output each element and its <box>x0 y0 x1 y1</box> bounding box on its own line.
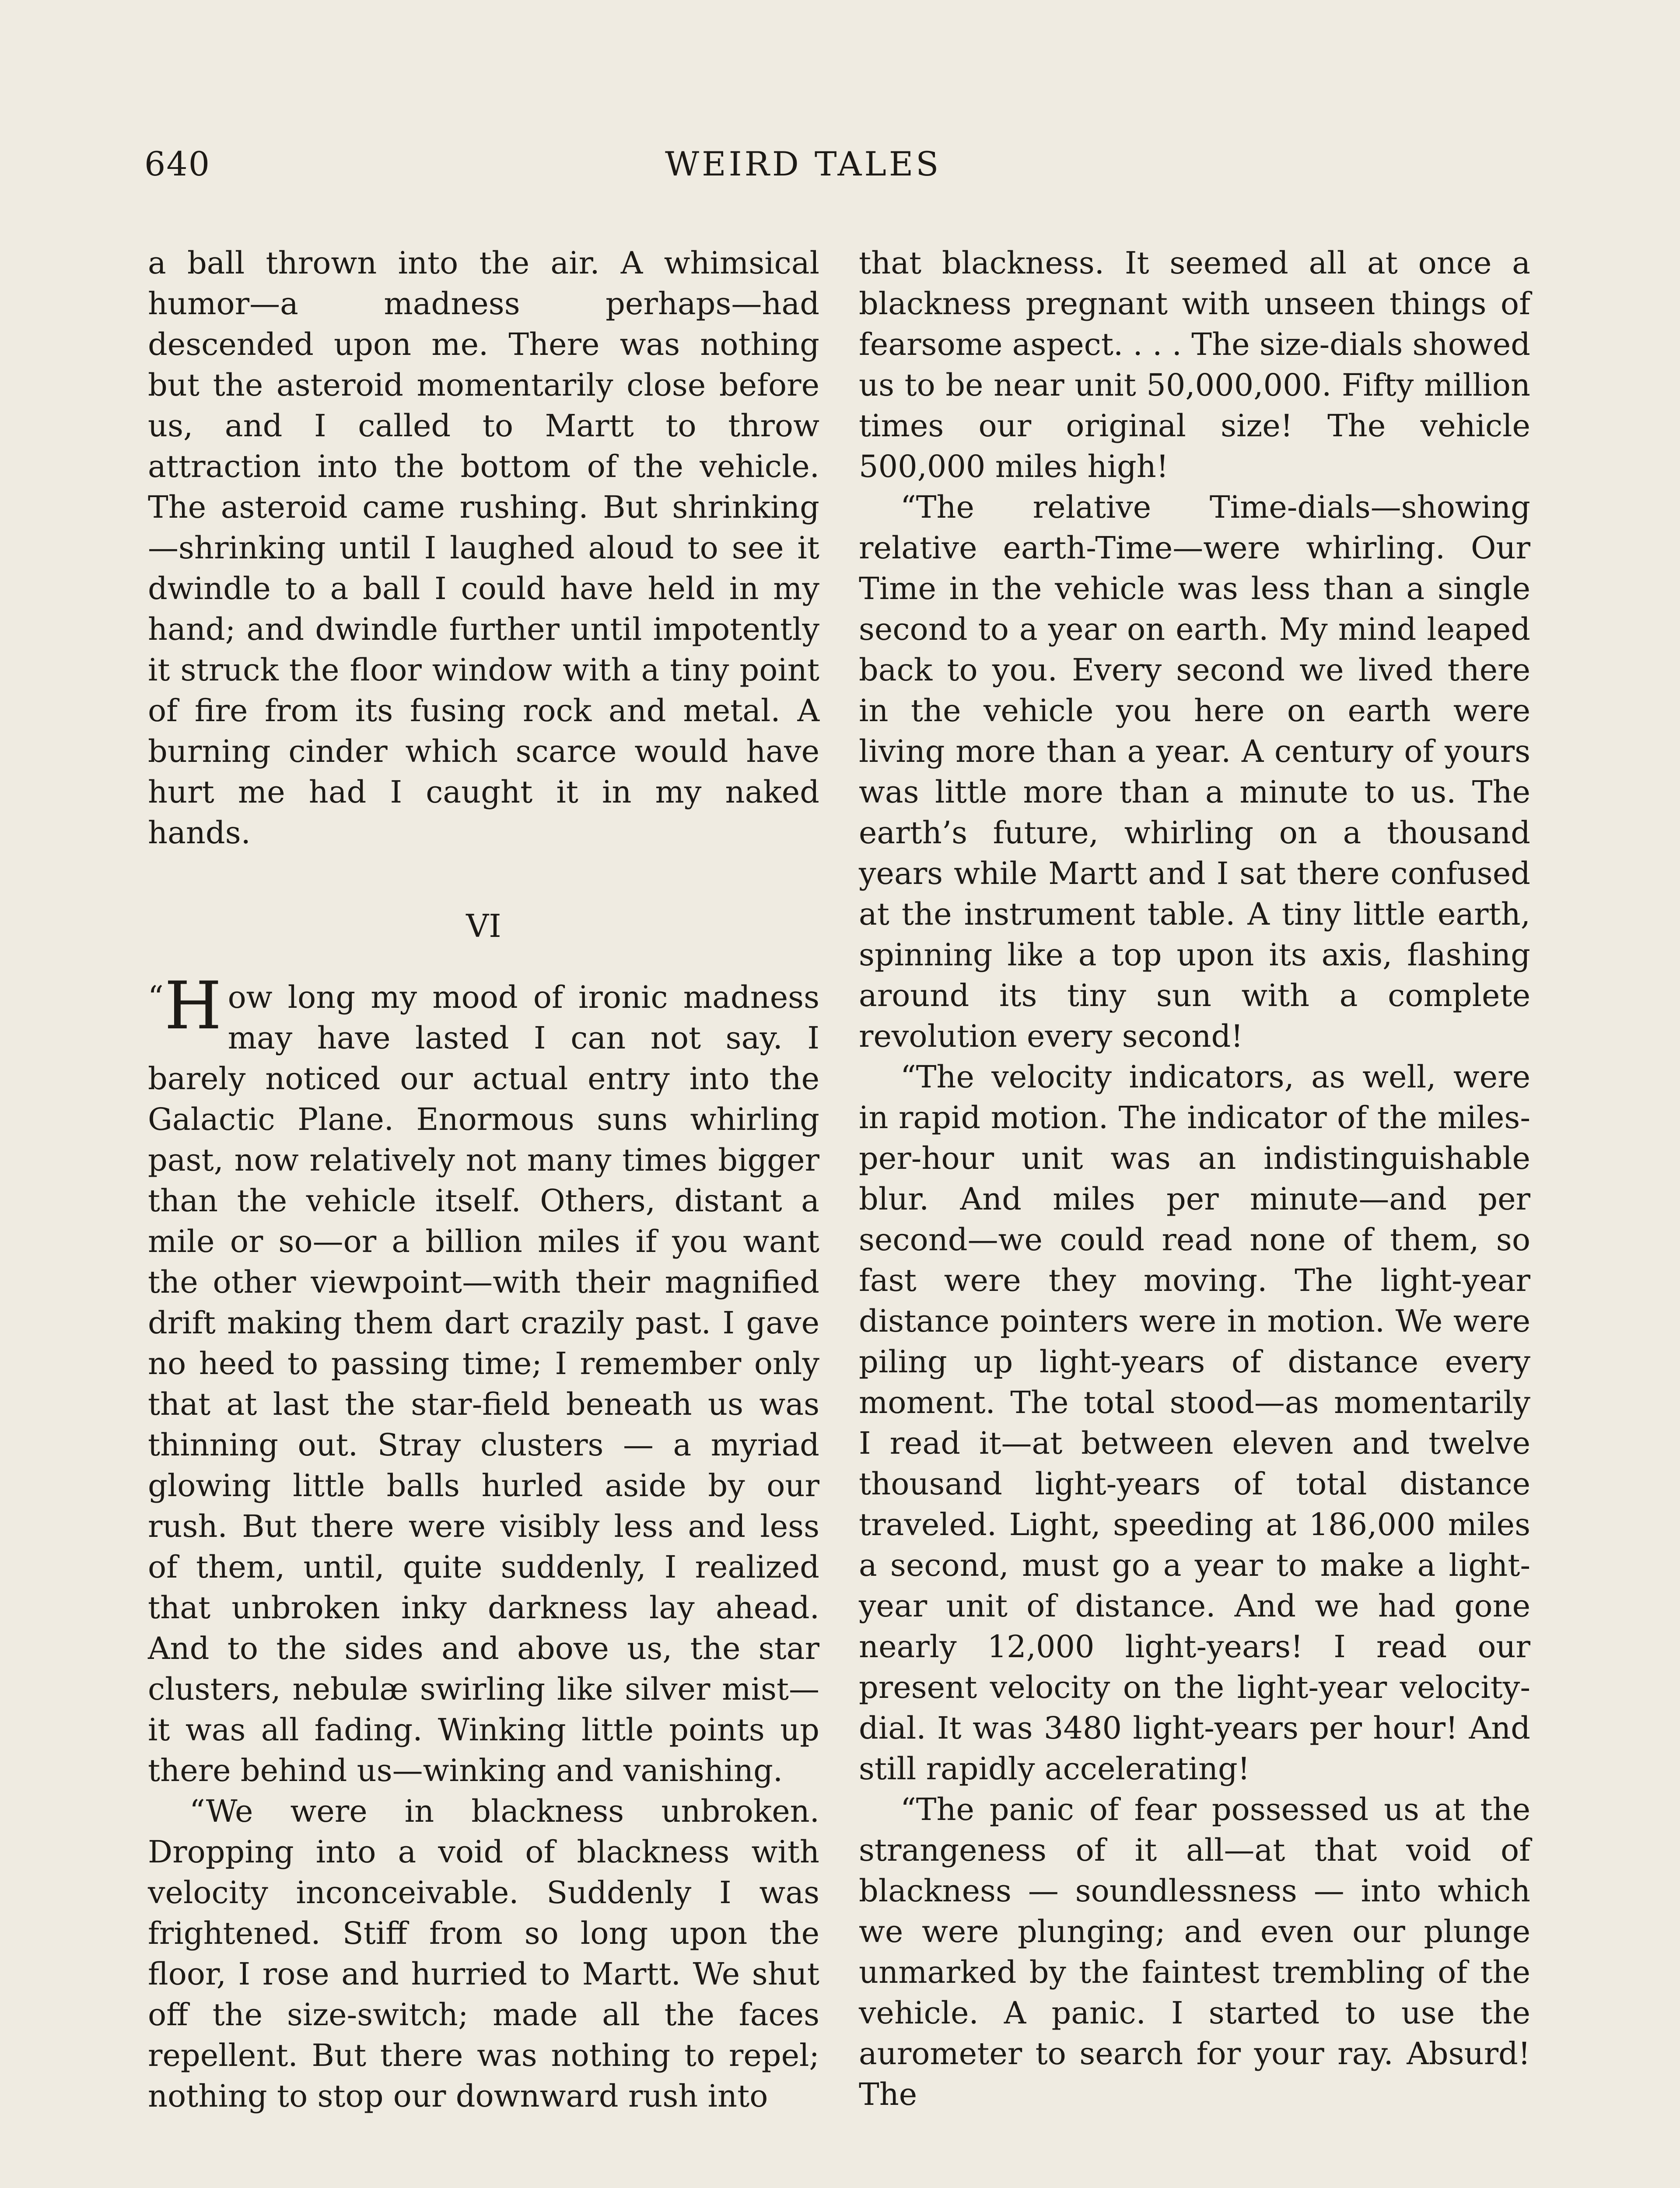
page-number: 640 <box>144 144 211 183</box>
opening-quote-mark: “ <box>148 979 164 1015</box>
paragraph-continuation: that blackness. It seemed all at once a blackness pregnant with unseen things of fearsome aspect. . . . The size-dials showed us to be near unit 50,000,000. Fifty million times our original size! The vehicle 500,000 miles high! <box>859 245 1530 484</box>
paragraph-continuation: a ball thrown into the air. A whimsical humor—a madness perhaps—had descended upon me. There was nothing but the asteroid momentarily close before us, and I called to Martt to throw attraction into the bottom of the vehicle. The asteroid came rushing. But shrinking—shrinking until I laughed aloud to see it dwindle to a ball I could have held in my hand; and dwindle further until impotently it struck the floor window with a tiny point of fire from its fusing rock and metal. A burning cinder which scarce would have hurt me had I caught it in my naked hands. <box>148 245 819 851</box>
running-title: WEIRD TALES <box>665 144 942 183</box>
page-header <box>0 144 1680 193</box>
paragraph: “The velocity indicators, as well, were in rapid motion. The indicator of the miles-per-hour unit was an indistinguishable blur. And miles per minute—and per second—we could read none of them, so fast were they moving. The light-year distance pointers were in motion. We were piling up light-years of distance every moment. The total stood—as momentarily I read it—at between eleven and twelve thousand light-years of total distance traveled. Light, speeding at 186,000 miles a second, must go a year to make a light-year unit of distance. And we had gone nearly 12,000 light-years! I read our present velocity on the light-year velocity-dial. It was 3480 light-years per hour! And still rapidly accelerating! <box>859 1059 1530 1787</box>
section-heading: VI <box>466 908 501 944</box>
left-column <box>148 243 819 2117</box>
paragraph: “The panic of fear possessed us at the strangeness of it all—at that void of blackness — soundlessness — into which we were plunging; and even our plunge unmarked by the faintest trembling of the vehicle. A panic. I started to use the aurometer to search for your ray. Absurd! The <box>859 1792 1530 2112</box>
paragraph: “The relative Time-dials—showing relative earth-Time—were whirling. Our Time in the vehicle was less than a single second to a year on earth. My mind leaped back to you. Every second we lived there in the vehicle you here on earth were living more than a year. A century of yours was little more than a minute to us. The earth’s future, whirling on a thousand years while Martt and I sat there confused at the instrument table. A tiny little earth, spinning like a top upon its axis, flashing around its tiny sun with a complete revolution every second! <box>859 489 1530 1054</box>
paragraph: “We were in blackness unbroken. Dropping into a void of blackness with velocity inconceivable. Suddenly I was frightened. Stiff from so long upon the floor, I rose and hurried to Martt. We shut off the size-switch; made all the faces repellent. But there was nothing to repel; nothing to stop our downward rush into <box>148 1793 819 2114</box>
right-column <box>859 243 1530 2115</box>
section-opening-text: ow long my mood of ironic madness may have lasted I can not say. I barely noticed our actual entry into the Galactic Plane. Enormous suns whirling past, now relatively not many times bigger than the vehicle itself. Others, distant a mile or so—or a billion miles if you want the other viewpoint—with their magnified drift making them dart crazily past. I gave no heed to passing time; I remember only that at last the star-field beneath us was thinning out. Stray clusters — a myriad glowing little balls hurled aside by our rush. But there were visibly less and less of them, until, quite suddenly, I realized that unbroken inky darkness lay ahead. And to the sides and above us, the star clusters, nebulæ swirling like silver mist—it was all fading. Winking little points up there behind us—winking and vanishing. <box>148 979 819 1788</box>
section-opening-paragraph <box>148 968 819 1791</box>
drop-cap: H <box>164 968 222 1044</box>
